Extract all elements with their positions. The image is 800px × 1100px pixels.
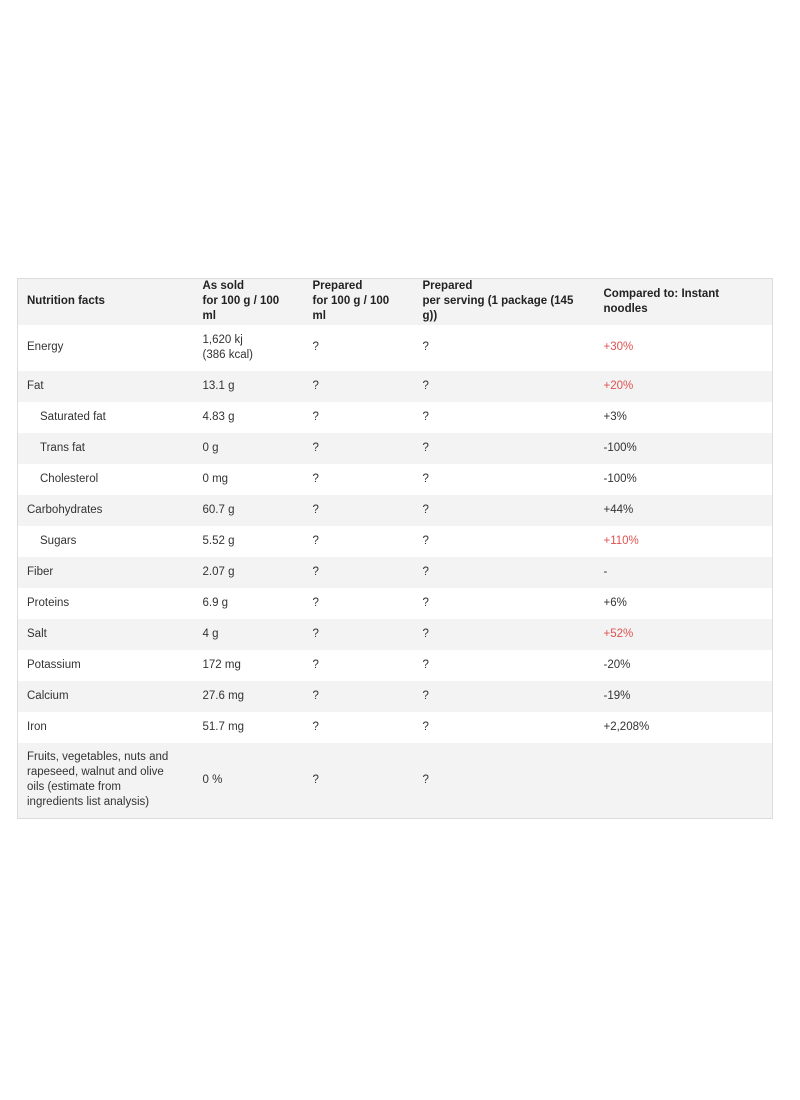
nutrient-name: Salt (27, 627, 47, 640)
compared-value: +44% (603, 503, 634, 516)
header-as-sold-line1: As sold (202, 280, 245, 293)
prepared-100-value: ? (312, 472, 319, 485)
prepared-serving-value: ? (422, 658, 429, 671)
table-row-fat (18, 371, 773, 402)
nutrient-name: Proteins (27, 596, 70, 609)
table-row-fiber (18, 557, 773, 588)
prepared-serving-value: ? (422, 410, 429, 423)
as-sold-value: 172 mg (202, 658, 241, 671)
prepared-serving-value: ? (422, 596, 429, 609)
nutrient-name-line1: Fruits, vegetables, nuts and (27, 751, 169, 764)
as-sold-value: 0 % (202, 773, 223, 786)
table-row-sugars (18, 526, 773, 557)
compared-value: +6% (603, 596, 627, 609)
header-prepared-100-line1: Prepared (312, 280, 363, 293)
nutrient-name: Fat (27, 379, 44, 392)
nutrient-name: Saturated fat (40, 410, 106, 423)
table-row-saturated-fat (18, 402, 773, 433)
compared-value (595, 743, 773, 819)
header-as-sold (194, 279, 304, 325)
table-row-proteins (18, 588, 773, 619)
compared-value: -100% (603, 441, 637, 454)
as-sold-value (194, 325, 304, 371)
table-row-carbohydrates (18, 495, 773, 526)
nutrient-name: Carbohydrates (27, 503, 103, 516)
header-prepared-100-line2: for 100 g / 100 ml (312, 295, 390, 323)
compared-value: +2,208% (603, 720, 650, 733)
prepared-100-value: ? (312, 379, 319, 392)
as-sold-value: 60.7 g (202, 503, 235, 516)
table-header (18, 279, 773, 325)
prepared-serving-value: ? (422, 379, 429, 392)
as-sold-value: 27.6 mg (202, 689, 245, 702)
nutrient-name-line3: oils (estimate from (27, 781, 121, 794)
table-row-energy (18, 325, 773, 371)
prepared-100-value: ? (312, 441, 319, 454)
prepared-100-value: ? (312, 410, 319, 423)
nutrient-name: Potassium (27, 658, 81, 671)
prepared-serving-value: ? (422, 773, 429, 786)
prepared-serving-value: ? (422, 503, 429, 516)
as-sold-value: 13.1 g (202, 379, 235, 392)
prepared-serving-value: ? (422, 441, 429, 454)
compared-value: -19% (603, 689, 631, 702)
nutrient-name: Iron (27, 720, 47, 733)
nutrient-name: Fiber (27, 565, 54, 578)
header-nutrition-facts: Nutrition facts (27, 295, 105, 308)
as-sold-value: 4.83 g (202, 410, 235, 423)
prepared-100-value: ? (312, 720, 319, 733)
compared-value: +110% (603, 534, 639, 547)
nutrient-name (18, 743, 194, 819)
nutrient-name-line2: rapeseed, walnut and olive (27, 766, 164, 779)
as-sold-value-line1: 1,620 kj (202, 333, 243, 346)
header-as-sold-line2: for 100 g / 100 ml (202, 295, 280, 323)
as-sold-value: 6.9 g (202, 596, 229, 609)
table-row-potassium (18, 650, 773, 681)
table-body (18, 325, 773, 819)
compared-value: +30% (603, 341, 634, 353)
nutrition-facts-table (17, 278, 773, 819)
table-row-salt (18, 619, 773, 650)
table-row-trans-fat (18, 433, 773, 464)
prepared-serving-value: ? (422, 472, 429, 485)
prepared-100-value: ? (312, 658, 319, 671)
as-sold-value: 2.07 g (202, 565, 235, 578)
prepared-serving-value: ? (422, 341, 429, 353)
compared-value: +20% (603, 379, 634, 392)
as-sold-value: 51.7 mg (202, 720, 245, 733)
prepared-100-value: ? (312, 596, 319, 609)
as-sold-value: 5.52 g (202, 534, 235, 547)
prepared-100-value: ? (312, 627, 319, 640)
prepared-100-value: ? (312, 773, 319, 786)
prepared-serving-value: ? (422, 565, 429, 578)
as-sold-value: 0 mg (202, 472, 229, 485)
header-prepared-100 (304, 279, 414, 325)
nutrient-name-line4: ingredients list analysis) (27, 796, 150, 809)
prepared-serving-value: ? (422, 627, 429, 640)
prepared-100-value: ? (312, 341, 319, 353)
compared-value: -20% (603, 658, 631, 671)
nutrient-name: Sugars (40, 534, 77, 547)
as-sold-value: 4 g (202, 627, 219, 640)
table-row-calcium (18, 681, 773, 712)
header-row (18, 279, 773, 325)
prepared-serving-value: ? (422, 720, 429, 733)
header-compared-to: Compared to: Instant noodles (603, 287, 720, 315)
header-prepared-serving (414, 279, 595, 325)
nutrient-name: Calcium (27, 689, 69, 702)
nutrient-name: Cholesterol (40, 472, 99, 485)
prepared-100-value: ? (312, 689, 319, 702)
prepared-100-value: ? (312, 534, 319, 547)
table-row-cholesterol (18, 464, 773, 495)
nutrient-name: Trans fat (40, 441, 85, 454)
as-sold-value-line2: (386 kcal) (202, 348, 253, 361)
prepared-100-value: ? (312, 503, 319, 516)
table-row-fruits-vegetables (18, 743, 773, 819)
nutrient-name: Energy (27, 341, 64, 353)
compared-value: +3% (603, 410, 627, 423)
table-row-iron (18, 712, 773, 743)
header-prepared-serving-line1: Prepared (422, 280, 473, 293)
compared-value: - (603, 565, 608, 578)
prepared-100-value: ? (312, 565, 319, 578)
header-prepared-serving-line2: per serving (1 package (145 g)) (422, 295, 574, 323)
prepared-serving-value: ? (422, 689, 429, 702)
compared-value: -100% (603, 472, 637, 485)
compared-value: +52% (603, 627, 634, 640)
as-sold-value: 0 g (202, 441, 219, 454)
prepared-serving-value: ? (422, 534, 429, 547)
